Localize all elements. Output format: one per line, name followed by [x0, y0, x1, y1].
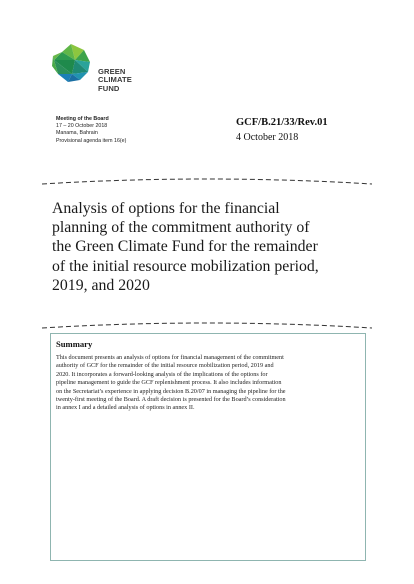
document-title: [52, 199, 372, 295]
title-line: 2019, and 2020: [52, 276, 150, 294]
meeting-dates: 17 – 20 October 2018: [56, 123, 108, 130]
document-symbol: GCF/B.21/33/Rev.01: [236, 117, 328, 128]
summary-line: This document presents an analysis of options for financial management of the commitment: [56, 354, 284, 361]
summary-line: pipeline management to guide the GCF replenishment process. It also includes information: [56, 379, 282, 387]
meeting-name: Meeting of the Board: [56, 116, 109, 122]
gcf-logo: [50, 40, 130, 100]
meeting-info: [56, 116, 126, 145]
summary-line: twenty-first meeting of the Board. A draft decision is presented for the Board’s consideration: [56, 396, 286, 404]
top-divider: [40, 176, 374, 186]
gcf-globe-icon: [50, 42, 92, 84]
bottom-divider: [40, 320, 374, 330]
logo-wordmark: [98, 68, 132, 93]
summary-heading: Summary: [56, 339, 93, 349]
logo-line-climate: CLIMATE: [98, 75, 132, 85]
logo-line-fund: FUND: [98, 83, 120, 93]
summary-line: 2020. It incorporates a forward-looking analysis of the implications of the options for: [56, 370, 268, 378]
summary-text: [56, 354, 362, 413]
summary-line: in annex I and a detailed analysis of options in annex II.: [56, 404, 195, 412]
title-line: planning of the commitment authority of: [52, 219, 310, 237]
summary-line: authority of GCF for the remainder of the initial resource mobilization period, 2019 and: [56, 362, 274, 370]
agenda-item: Provisional agenda item 16(e): [56, 137, 127, 144]
summary-box: [50, 333, 366, 561]
meeting-location: Manama, Bahrain: [56, 130, 98, 137]
document-reference: [236, 116, 328, 145]
summary-line: on the Secretariat’s experience in applying decision B.20/07 in managing the pipeline for the: [56, 387, 286, 395]
document-date: 4 October 2018: [236, 132, 299, 143]
title-line: of the initial resource mobilization period,: [52, 257, 319, 275]
title-line: the Green Climate Fund for the remainder: [52, 238, 318, 256]
logo-line-green: GREEN: [98, 67, 126, 76]
title-line: Analysis of options for the financial: [52, 200, 280, 217]
